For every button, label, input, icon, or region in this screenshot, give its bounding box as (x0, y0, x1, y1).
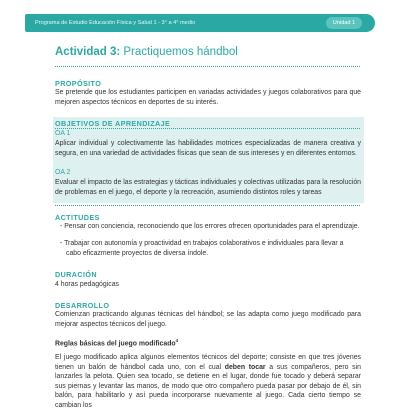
objetivos-divider (55, 128, 360, 129)
oa2-text: Evaluar el impacto de las estrategias y tácticas individuales y colectivas utilizadas para la resolución de problemas en el juego, el deporte y la recreación, asumiendo distintos roles y tareas (55, 179, 361, 196)
desarrollo-text: Comienzan practicando algunas técnicas del hándbol; se las adapta como juego modificado para mejorar aspectos técnicos del juego. (55, 311, 361, 328)
oa1-label: OA 1 (55, 130, 71, 137)
oa2-label: OA 2 (55, 169, 71, 176)
proposito-text: Se pretende que los estudiantes participen en variadas actividades y juegos colaborativos para que mejoren aspectos técnicos en deportes de su interés. (55, 89, 361, 106)
duracion-text: 4 horas pedagógicas (55, 281, 119, 288)
reglas-text (55, 353, 361, 411)
oa1-text: Aplicar individual y colectivamente las habilidades motrices especializadas de manera creativa y segura, en una variedad de actividades físicas que sean de sus intereses y en diferentes entornos. (55, 140, 361, 157)
reglas-text-bold: deben tocar (224, 363, 266, 371)
activity-title (55, 46, 238, 58)
desarrollo-heading: DESARROLLO (55, 301, 110, 310)
activity-title-number: Actividad 3: (55, 46, 121, 58)
actitud-item: - Trabajar con autonomía y proactividad en trabajos colaborativos e individuales para llevar a cabo eficazmente proyectos de diversa índole. (60, 240, 344, 257)
reglas-heading (55, 338, 178, 347)
objetivos-bottom-divider (55, 205, 360, 206)
activity-title-text: Practiquemos hándbol (120, 46, 238, 58)
actitudes-heading: ACTITUDES (55, 213, 100, 222)
actitud-item: - Pensar con conciencia, reconociendo que los errores ofrecen oportunidades para el aprendizaje. (60, 223, 360, 230)
objetivos-heading: OBJETIVOS DE APRENDIZAJE (55, 119, 171, 128)
reglas-heading-text: Reglas básicas del juego modificado (55, 340, 176, 348)
proposito-heading: PROPÓSITO (55, 79, 102, 88)
reglas-text-start: El juego modificado aplica algunos elementos técnicos del deporte; consiste en que tres jóvenes tienen un balón de hándbol cada uno, con el cual (55, 354, 361, 371)
duracion-heading: DURACIÓN (55, 270, 97, 279)
reglas-text-end: a sus compañeros, pero sin lanzarles la pelota. Quien sea tocado, se detiene en el lugar, donde fue tocado y deberá separar sus piernas y levantar las manos, de modo que otro compañero pueda pasar por debajo de él, sin balón, para habilitarlo y así pueda incorporarse nuevamente al juego. Cada cierto tiempo se cambian los (55, 363, 361, 409)
footnote-marker: 4 (175, 338, 179, 343)
unit-badge: Unidad 1 (326, 17, 362, 29)
program-title: Programa de Estudio Educación Física y Salud 1 - 3° a 4° medio (35, 20, 196, 26)
title-divider (55, 66, 360, 67)
